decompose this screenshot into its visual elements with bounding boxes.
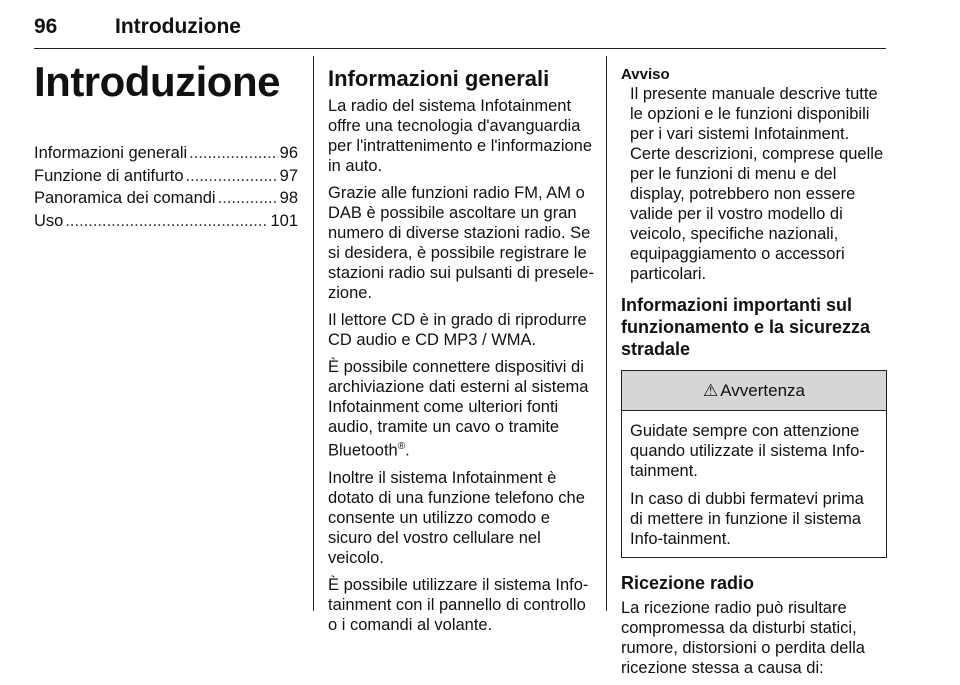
paragraph: Il lettore CD è in grado di riprodurre CD audio e CD MP3 / WMA. bbox=[328, 311, 587, 349]
toc-entry-page: 97 bbox=[279, 166, 298, 185]
paragraph-text: È possibile connettere dispositivi di archiviazione dati esterni al sistema Infotainment come ulteriori fonti audio, tramite un cavo o tramite Bluetooth bbox=[328, 358, 589, 460]
section-heading-general-info: Informazioni generali bbox=[328, 66, 550, 91]
paragraph: Grazie alle funzioni radio FM, AM o DAB è possibile ascoltare un gran numero di diverse stazioni radio. Se si desidera, è possibile registrare le stazioni radio sui pulsanti di presele-zione. bbox=[328, 184, 594, 302]
toc-entry-label: Panoramica dei comandi bbox=[34, 189, 216, 207]
paragraph-end: . bbox=[405, 441, 410, 460]
toc-entry-panoramica-comandi[interactable] bbox=[34, 187, 298, 210]
toc-entry-funzione-antifurto[interactable] bbox=[34, 165, 298, 188]
table-of-contents bbox=[34, 142, 298, 232]
toc-leader-dots bbox=[218, 187, 278, 210]
section-heading-safety: Informazioni importanti sul funzionamento e la sicurezza stradale bbox=[621, 295, 871, 359]
toc-leader-dots bbox=[65, 210, 268, 233]
registered-mark: ® bbox=[397, 441, 406, 452]
paragraph-bluetooth bbox=[328, 357, 596, 461]
warning-triangle-icon: ⚠ bbox=[703, 380, 719, 400]
paragraph: Inoltre il sistema Infotainment è dotato di una funzione telefono che consente un utilizzo comodo e sicuro del vostro cellulare nel veicolo. bbox=[328, 468, 585, 567]
toc-entry-label: Informazioni generali bbox=[34, 144, 188, 162]
warning-header bbox=[622, 371, 886, 411]
warning-body bbox=[622, 411, 886, 549]
toc-entry-uso[interactable] bbox=[34, 210, 298, 233]
warning-title: Avvertenza bbox=[720, 380, 805, 400]
paragraph: La radio del sistema Infotainment offre una tecnologia d'avanguardia per l'intrattenimento e l'informazione in auto. bbox=[328, 97, 593, 175]
toc-entry-label: Uso bbox=[34, 211, 64, 230]
chapter-title: Introduzione bbox=[34, 58, 280, 105]
page-number: 96 bbox=[34, 15, 58, 38]
column-divider-2 bbox=[606, 56, 607, 611]
warning-paragraph: In caso di dubbi fermatevi prima di mettere in funzione il sistema Info-tainment. bbox=[630, 490, 864, 548]
note-text: Il presente manuale descrive tutte le opzioni e le funzioni disponibili per i vari sistemi Infotainment. Certe descrizioni, comprese quelle per le funzioni di menu e del display, potrebbero non essere valide per il vostro modello di veicolo, specifiche nazionali, equipaggiamento o accessori particolari. bbox=[630, 85, 884, 283]
toc-entry-page: 96 bbox=[279, 144, 298, 162]
note-label: Avviso bbox=[621, 66, 670, 83]
running-header-title: Introduzione bbox=[115, 15, 241, 38]
column-divider-1 bbox=[313, 56, 314, 611]
column-general-info bbox=[328, 66, 596, 642]
section-heading-radio-reception: Ricezione radio bbox=[621, 573, 755, 593]
warning-paragraph: Guidate sempre con attenzione quando utilizzate il sistema Info-tainment. bbox=[630, 422, 865, 480]
paragraph: La ricezione radio può risultare compromessa da disturbi statici, rumore, distorsioni o perdita della ricezione stessa a causa di: bbox=[621, 599, 865, 677]
toc-entry-label: Funzione di antifurto bbox=[34, 166, 184, 185]
toc-entry-page: 98 bbox=[279, 189, 298, 207]
toc-leader-dots bbox=[189, 142, 277, 165]
paragraph: È possibile utilizzare il sistema Info-tainment con il pannello di controllo o i comandi al volante. bbox=[328, 575, 589, 634]
toc-entry-page: 101 bbox=[270, 211, 298, 230]
header-rule bbox=[34, 48, 886, 49]
warning-box bbox=[621, 370, 887, 558]
column-notes bbox=[621, 66, 887, 685]
toc-leader-dots bbox=[186, 165, 278, 188]
toc-entry-informazioni-generali[interactable] bbox=[34, 142, 298, 165]
